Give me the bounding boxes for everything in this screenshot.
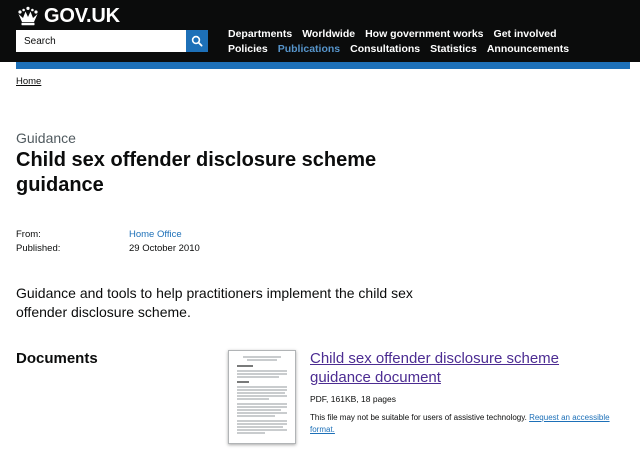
nav-link-announcements[interactable]: Announcements (486, 43, 570, 55)
document-file-meta: PDF, 161KB, 18 pages (310, 394, 397, 404)
document-accessibility-note (310, 412, 610, 436)
nav-link-policies[interactable]: Policies (228, 43, 268, 55)
page-title: Child sex offender disclosure scheme guidance (16, 149, 377, 196)
metadata-published-label: Published: (16, 242, 61, 254)
logo-text: GOV.UK (44, 4, 120, 27)
accessibility-note-text: This file may not be suitable for users of assistive technology. (310, 413, 527, 422)
document-title-link[interactable]: Child sex offender disclosure scheme guidance document (310, 350, 560, 386)
metadata-published-row (16, 242, 200, 256)
search-icon (191, 35, 203, 47)
search-input[interactable] (16, 30, 186, 52)
metadata-from-link[interactable]: Home Office (129, 229, 182, 241)
request-accessible-format-link[interactable]: Request an accessible format. (310, 413, 610, 434)
govuk-logo-link[interactable] (16, 5, 120, 27)
nav-row-primary (228, 26, 638, 42)
document-thumbnail[interactable] (228, 350, 296, 444)
nav-link-consultations[interactable]: Consultations (350, 43, 421, 55)
search-button[interactable] (186, 30, 208, 52)
header-accent-bar (16, 62, 630, 69)
metadata-from-row (16, 228, 200, 242)
nav-link-publications[interactable]: Publications (277, 43, 341, 55)
nav-link-how-government-works[interactable]: How government works (365, 28, 484, 40)
nav-link-departments[interactable]: Departments (228, 28, 293, 40)
metadata-published-value: 29 October 2010 (129, 242, 200, 254)
publication-metadata (16, 228, 200, 255)
main-navigation (228, 26, 638, 57)
page-caption: Guidance (16, 130, 76, 146)
site-header (0, 0, 640, 62)
nav-row-secondary (228, 41, 638, 57)
search-form (16, 30, 208, 52)
nav-link-statistics[interactable]: Statistics (430, 43, 477, 55)
nav-link-worldwide[interactable]: Worldwide (302, 28, 356, 40)
page-summary: Guidance and tools to help practitioners implement the child sex offender disclosure scheme. (16, 285, 413, 320)
crown-icon (16, 6, 40, 26)
documents-heading: Documents (16, 350, 98, 367)
breadcrumb-home[interactable]: Home (16, 76, 42, 87)
nav-link-get-involved[interactable]: Get involved (493, 28, 557, 40)
document-preview-icon (229, 351, 295, 443)
metadata-from-label: From: (16, 229, 41, 241)
